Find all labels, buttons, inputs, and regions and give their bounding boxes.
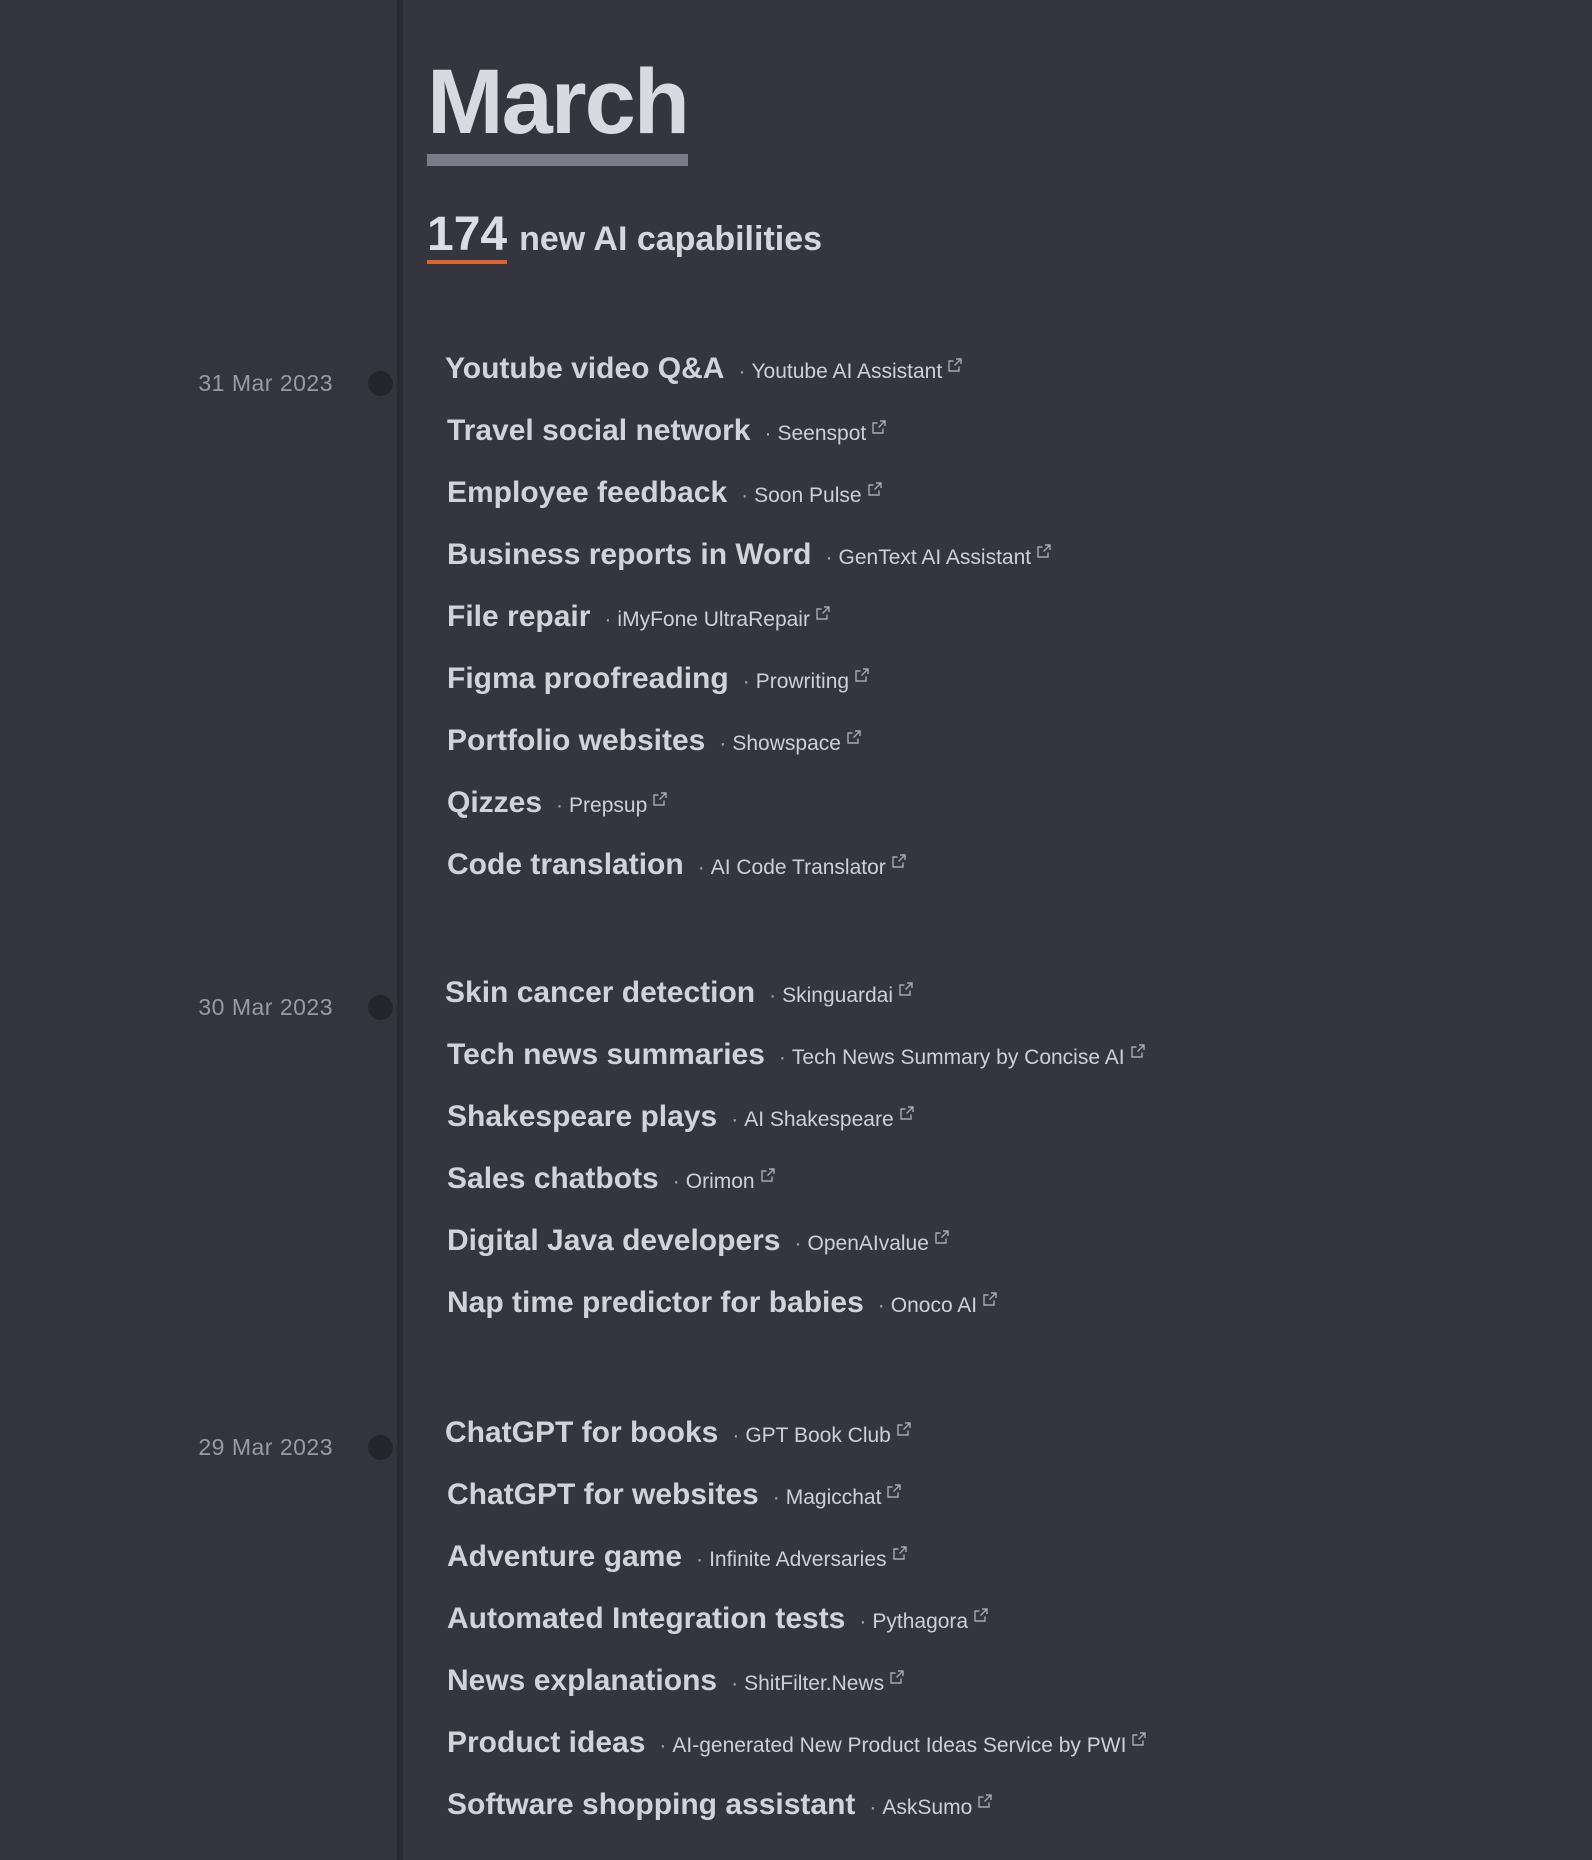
timeline-dot bbox=[368, 371, 393, 396]
bullet-separator: · bbox=[778, 1046, 786, 1069]
month-header bbox=[427, 51, 823, 264]
entry-title[interactable]: News explanations bbox=[447, 1664, 718, 1697]
external-link-icon bbox=[974, 1608, 988, 1622]
external-link-icon bbox=[816, 606, 830, 620]
external-link-icon bbox=[983, 1292, 997, 1306]
tool-name: Onoco AI bbox=[890, 1294, 978, 1317]
bullet-separator: · bbox=[672, 1170, 680, 1193]
tool-name: GPT Book Club bbox=[745, 1424, 891, 1447]
date-column bbox=[0, 0, 397, 1860]
tool-link[interactable] bbox=[859, 1610, 988, 1634]
entry-title[interactable]: Sales chatbots bbox=[447, 1162, 659, 1195]
external-link-icon bbox=[1131, 1044, 1145, 1058]
list-item bbox=[447, 1286, 1145, 1348]
entry-title[interactable]: Skin cancer detection bbox=[445, 976, 756, 1009]
bullet-separator: · bbox=[869, 1796, 877, 1819]
tool-name: Prowriting bbox=[755, 670, 850, 693]
entry-title[interactable]: Adventure game bbox=[447, 1540, 683, 1573]
list-item bbox=[447, 1726, 1146, 1788]
entry-title[interactable]: Code translation bbox=[447, 848, 684, 881]
bullet-separator: · bbox=[772, 1486, 780, 1509]
capability-count-label: new AI capabilities bbox=[519, 220, 823, 258]
external-link-icon bbox=[1132, 1732, 1146, 1746]
bullet-separator: · bbox=[556, 794, 564, 817]
entry-title[interactable]: Youtube video Q&A bbox=[445, 352, 725, 385]
list-item bbox=[447, 848, 1051, 910]
tool-name: AI Code Translator bbox=[710, 856, 886, 879]
tool-name: Prepsup bbox=[569, 794, 648, 817]
external-link-icon bbox=[868, 482, 882, 496]
tool-name: ShitFilter.News bbox=[744, 1672, 885, 1695]
bullet-separator: · bbox=[719, 732, 727, 755]
list-item bbox=[445, 352, 1051, 414]
list-item bbox=[447, 1664, 1146, 1726]
tool-name: OpenAIvalue bbox=[807, 1232, 929, 1255]
external-link-icon bbox=[855, 668, 869, 682]
list-item bbox=[447, 724, 1051, 786]
entry-title[interactable]: Software shopping assistant bbox=[447, 1788, 856, 1821]
list-item bbox=[447, 1602, 1146, 1664]
entry-list bbox=[447, 976, 1145, 1348]
entry-title[interactable]: Tech news summaries bbox=[447, 1038, 765, 1071]
day-date: 29 Mar 2023 bbox=[198, 1434, 333, 1460]
external-link-icon bbox=[897, 1422, 911, 1436]
external-link-icon bbox=[872, 420, 886, 434]
tool-link[interactable] bbox=[769, 984, 913, 1008]
bullet-separator: · bbox=[659, 1734, 667, 1757]
entry-title[interactable]: ChatGPT for websites bbox=[447, 1478, 759, 1511]
entry-title[interactable]: Automated Integration tests bbox=[447, 1602, 846, 1635]
list-item bbox=[447, 1162, 1145, 1224]
external-link-icon bbox=[890, 1670, 904, 1684]
tool-name: AI Shakespeare bbox=[744, 1108, 894, 1131]
timeline-line bbox=[397, 0, 403, 1860]
external-link-icon bbox=[899, 982, 913, 996]
list-item bbox=[447, 1788, 1146, 1850]
bullet-separator: · bbox=[742, 670, 750, 693]
tool-name: Soon Pulse bbox=[754, 484, 862, 507]
tool-link[interactable] bbox=[878, 1294, 997, 1318]
tool-link[interactable] bbox=[795, 1232, 949, 1256]
entry-list bbox=[447, 352, 1051, 910]
tool-name: AskSumo bbox=[882, 1796, 973, 1819]
tool-link[interactable] bbox=[738, 360, 962, 384]
list-item bbox=[447, 1478, 1146, 1540]
entry-title[interactable]: Shakespeare plays bbox=[447, 1100, 718, 1133]
list-item bbox=[447, 414, 1051, 476]
tool-name: Infinite Adversaries bbox=[709, 1548, 887, 1571]
timeline-dot bbox=[368, 1435, 393, 1460]
tool-link[interactable] bbox=[719, 732, 861, 756]
external-link-icon bbox=[900, 1106, 914, 1120]
entry-title[interactable]: Nap time predictor for babies bbox=[447, 1286, 864, 1319]
bullet-separator: · bbox=[696, 1548, 704, 1571]
entry-title[interactable]: ChatGPT for books bbox=[445, 1416, 719, 1449]
external-link-icon bbox=[978, 1794, 992, 1808]
bullet-separator: · bbox=[697, 856, 705, 879]
capability-count: 174 bbox=[427, 210, 507, 264]
bullet-separator: · bbox=[825, 546, 833, 569]
external-link-icon bbox=[948, 358, 962, 372]
external-link-icon bbox=[847, 730, 861, 744]
entry-title[interactable]: Product ideas bbox=[447, 1726, 646, 1759]
tool-link[interactable] bbox=[826, 546, 1052, 570]
entry-title[interactable]: Digital Java developers bbox=[447, 1224, 781, 1257]
bullet-separator: · bbox=[604, 608, 612, 631]
entry-title[interactable]: Qizzes bbox=[447, 786, 543, 819]
list-item bbox=[447, 1224, 1145, 1286]
tool-link[interactable] bbox=[698, 856, 906, 880]
external-link-icon bbox=[1037, 544, 1051, 558]
list-item bbox=[447, 538, 1051, 600]
tool-name: Pythagora bbox=[872, 1610, 969, 1633]
bullet-separator: · bbox=[794, 1232, 802, 1255]
bullet-separator: · bbox=[769, 984, 777, 1007]
entry-title[interactable]: Portfolio websites bbox=[447, 724, 706, 757]
bullet-separator: · bbox=[738, 360, 746, 383]
tool-name: Skinguardai bbox=[782, 984, 894, 1007]
list-item bbox=[447, 476, 1051, 538]
tool-link[interactable] bbox=[779, 1046, 1145, 1070]
day-date: 31 Mar 2023 bbox=[198, 370, 333, 396]
tool-link[interactable] bbox=[556, 794, 667, 818]
tool-name: Tech News Summary by Concise AI bbox=[791, 1046, 1125, 1069]
tool-name: iMyFone UltraRepair bbox=[617, 608, 810, 631]
tool-link[interactable] bbox=[673, 1170, 775, 1194]
list-item bbox=[447, 1100, 1145, 1162]
external-link-icon bbox=[892, 854, 906, 868]
tool-name: Youtube AI Assistant bbox=[751, 360, 943, 383]
tool-name: Showspace bbox=[732, 732, 841, 755]
tool-link[interactable] bbox=[741, 484, 881, 508]
tool-link[interactable] bbox=[732, 1424, 911, 1448]
entry-title[interactable]: Business reports in Word bbox=[447, 538, 812, 571]
bullet-separator: · bbox=[741, 484, 749, 507]
bullet-separator: · bbox=[877, 1294, 885, 1317]
entry-title[interactable]: Employee feedback bbox=[447, 476, 728, 509]
tool-name: Orimon bbox=[685, 1170, 755, 1193]
tool-name: AI-generated New Product Ideas Service by PWI bbox=[672, 1734, 1127, 1757]
tool-link[interactable] bbox=[743, 670, 869, 694]
tool-link[interactable] bbox=[773, 1486, 902, 1510]
external-link-icon bbox=[893, 1546, 907, 1560]
tool-link[interactable] bbox=[604, 608, 830, 632]
timeline-dot bbox=[368, 995, 393, 1020]
entry-list bbox=[447, 1416, 1146, 1850]
bullet-separator: · bbox=[764, 422, 772, 445]
external-link-icon bbox=[887, 1484, 901, 1498]
tool-name: Seenspot bbox=[777, 422, 867, 445]
entry-title[interactable]: Travel social network bbox=[447, 414, 751, 447]
month-title: March bbox=[427, 56, 688, 166]
external-link-icon bbox=[653, 792, 667, 806]
bullet-separator: · bbox=[859, 1610, 867, 1633]
bullet-separator: · bbox=[732, 1424, 740, 1447]
tool-name: GenText AI Assistant bbox=[838, 546, 1032, 569]
tool-link[interactable] bbox=[764, 422, 886, 446]
list-item bbox=[445, 1416, 1146, 1478]
tool-name: Magicchat bbox=[785, 1486, 882, 1509]
list-item bbox=[447, 1540, 1146, 1602]
external-link-icon bbox=[761, 1168, 775, 1182]
capabilities-summary bbox=[427, 210, 822, 264]
tool-link[interactable] bbox=[659, 1734, 1146, 1758]
entry-title[interactable]: File repair bbox=[447, 600, 591, 633]
tool-link[interactable] bbox=[731, 1672, 904, 1696]
tool-link[interactable] bbox=[869, 1796, 992, 1820]
tool-link[interactable] bbox=[696, 1548, 906, 1572]
bullet-separator: · bbox=[731, 1672, 739, 1695]
list-item bbox=[447, 1038, 1145, 1100]
tool-link[interactable] bbox=[731, 1108, 913, 1132]
entry-title[interactable]: Figma proofreading bbox=[447, 662, 729, 695]
list-item bbox=[447, 662, 1051, 724]
list-item bbox=[447, 600, 1051, 662]
list-item bbox=[445, 976, 1145, 1038]
external-link-icon bbox=[935, 1230, 949, 1244]
day-date: 30 Mar 2023 bbox=[198, 994, 333, 1020]
bullet-separator: · bbox=[731, 1108, 739, 1131]
list-item bbox=[447, 786, 1051, 848]
